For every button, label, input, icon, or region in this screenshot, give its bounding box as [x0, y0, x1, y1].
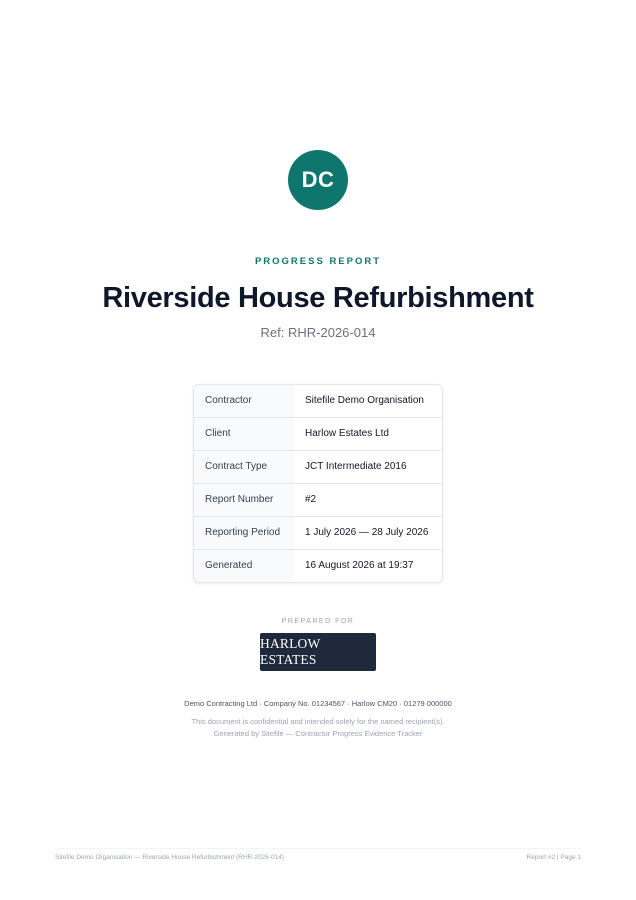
footer-page-number: Report #2 | Page 1 — [526, 854, 581, 861]
confidentiality-line: This document is confidential and intended solely for the named recipient(s). — [191, 717, 445, 726]
organisation-avatar — [288, 150, 348, 210]
client-logo-text: HARLOW ESTATES — [260, 636, 321, 667]
avatar-initials: DC — [301, 167, 335, 192]
client-logo — [260, 633, 376, 671]
details-row-reporting-period — [194, 516, 442, 549]
confidentiality-notice — [0, 716, 636, 740]
details-label: Contractor — [194, 385, 294, 417]
details-value: Sitefile Demo Organisation — [294, 385, 442, 417]
details-row-report-number — [194, 483, 442, 516]
details-value: 1 July 2026 — 28 July 2026 — [294, 517, 442, 549]
details-row-contractor — [194, 385, 442, 417]
generated-by-line: Generated by Sitefile — Contractor Progress Evidence Tracker — [213, 729, 423, 738]
details-row-client — [194, 417, 442, 450]
details-label: Generated — [194, 550, 294, 582]
page-title: Riverside House Refurbishment — [102, 282, 534, 314]
details-label: Report Number — [194, 484, 294, 516]
report-type-label: PROGRESS REPORT — [254, 256, 382, 267]
prepared-for-label: PREPARED FOR — [281, 618, 355, 625]
details-value: Harlow Estates Ltd — [294, 418, 442, 450]
details-value: JCT Intermediate 2016 — [294, 451, 442, 483]
details-value: #2 — [294, 484, 442, 516]
footer-document-title: Sitefile Demo Organisation — Riverside House Refurbishment (RHR-2026-014) — [55, 854, 285, 861]
report-reference: Ref: RHR-2026-014 — [260, 325, 376, 340]
details-label: Client — [194, 418, 294, 450]
details-value: 16 August 2026 at 19:37 — [294, 550, 442, 582]
details-row-contract-type — [194, 450, 442, 483]
details-label: Reporting Period — [194, 517, 294, 549]
details-row-generated — [194, 549, 442, 582]
footer-divider — [55, 848, 581, 849]
company-info: Demo Contracting Ltd · Company No. 01234567 · Harlow CM20 · 01279 000000 — [184, 699, 452, 708]
report-details-table — [193, 384, 443, 583]
details-label: Contract Type — [194, 451, 294, 483]
